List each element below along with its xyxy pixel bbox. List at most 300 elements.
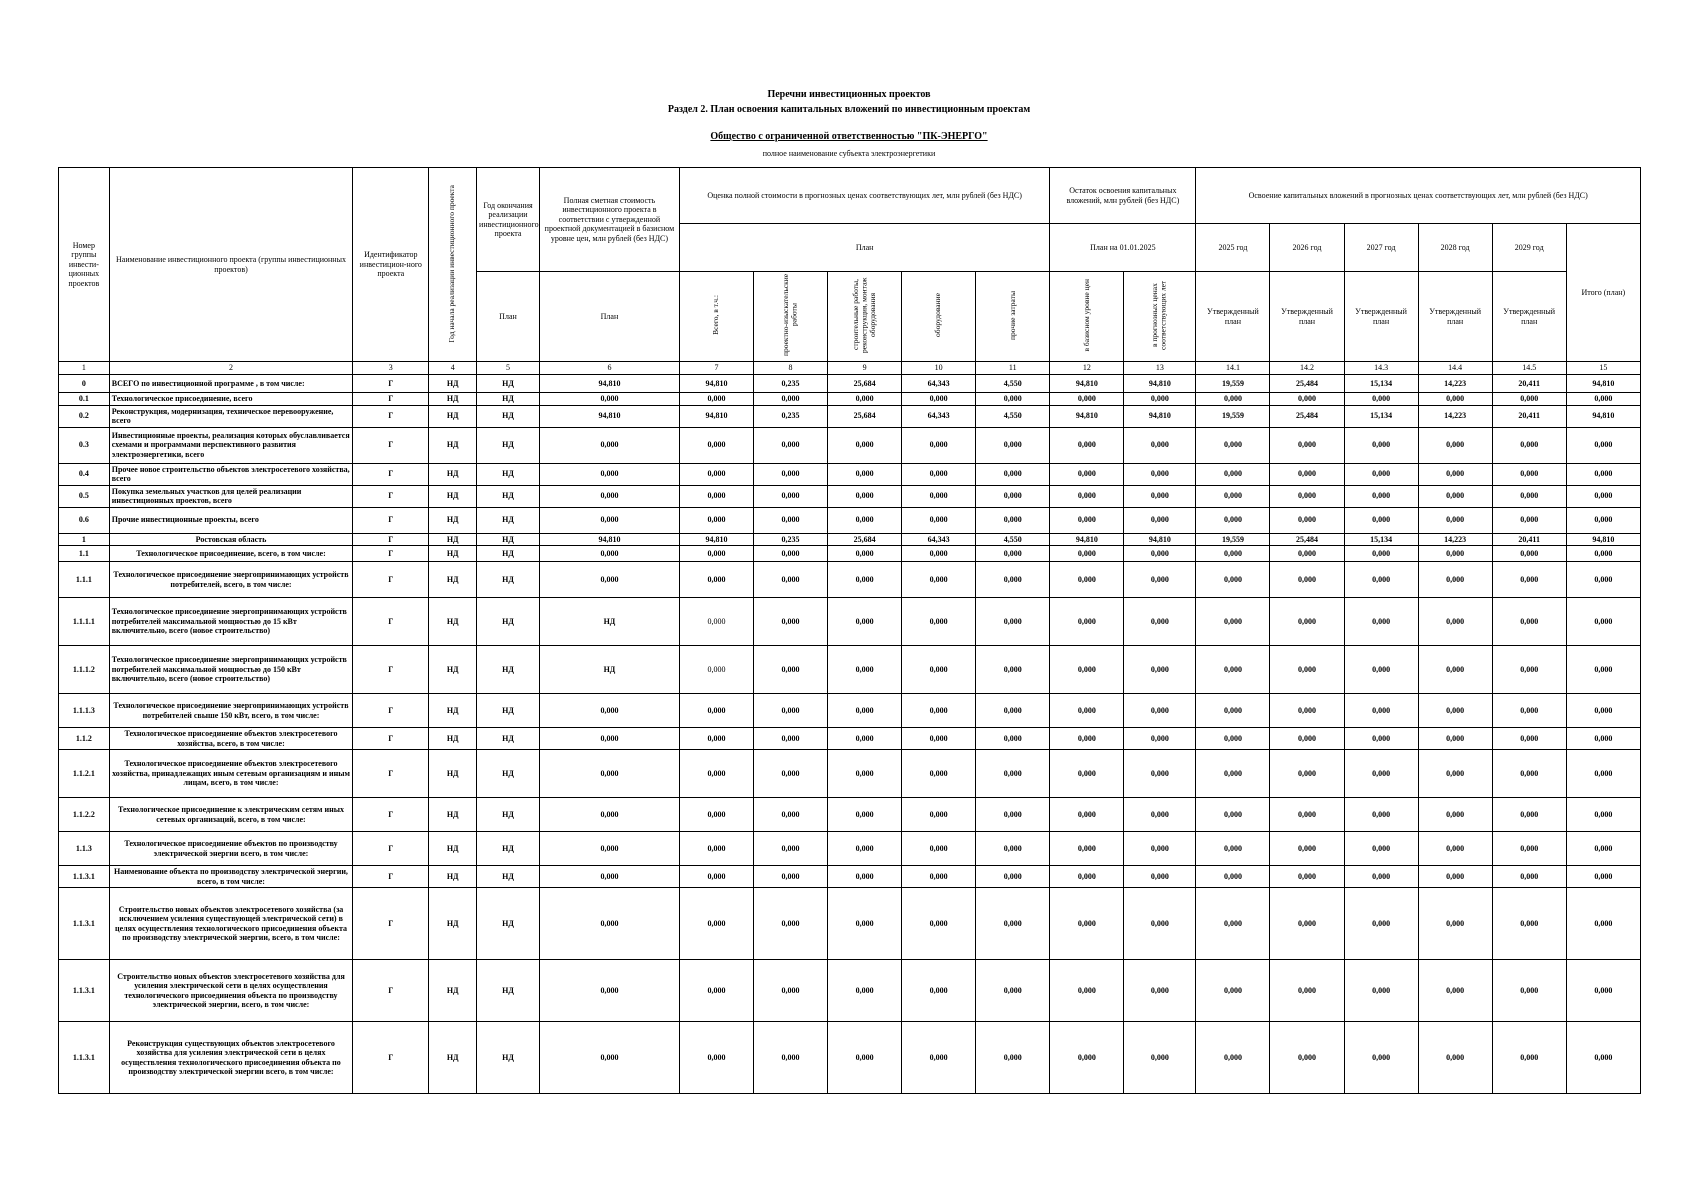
- end-year: НД: [477, 646, 540, 694]
- value-cell: 0,000: [1418, 728, 1492, 750]
- table-row: [59, 546, 1641, 562]
- end-year: НД: [477, 463, 540, 485]
- project-identifier: Г: [353, 750, 429, 798]
- end-year: НД: [477, 393, 540, 406]
- project-name: ВСЕГО по инвестиционной программе , в том числе:: [109, 375, 353, 393]
- table-row: [59, 507, 1641, 533]
- project-name: Технологическое присоединение к электрическим сетям иных сетевых организаций, всего, в том числе:: [109, 798, 353, 832]
- value-cell: 0,000: [976, 866, 1050, 888]
- value-cell: 0,000: [1270, 507, 1344, 533]
- column-number: 12: [1050, 362, 1124, 375]
- row-number: 1.1.3.1: [59, 960, 110, 1022]
- value-cell: 0,000: [1492, 427, 1566, 463]
- value-cell: 0,000: [1270, 463, 1344, 485]
- value-cell: 0,000: [1270, 485, 1344, 507]
- value-cell: 0,000: [539, 728, 679, 750]
- value-cell: 0,000: [1050, 960, 1124, 1022]
- value-cell: 14,223: [1418, 375, 1492, 393]
- value-cell: 0,000: [1566, 393, 1640, 406]
- value-cell: 0,000: [828, 463, 902, 485]
- row-number: 0.5: [59, 485, 110, 507]
- value-cell: 0,000: [1418, 960, 1492, 1022]
- value-cell: 0,000: [754, 507, 828, 533]
- value-cell: 94,810: [1050, 375, 1124, 393]
- value-cell: 0,000: [754, 798, 828, 832]
- value-cell: 0,000: [976, 598, 1050, 646]
- column-number: 5: [477, 362, 540, 375]
- table-row: [59, 960, 1641, 1022]
- value-cell: 0,000: [679, 646, 753, 694]
- value-cell: 94,810: [1566, 375, 1640, 393]
- value-cell: 94,810: [539, 405, 679, 427]
- end-year: НД: [477, 533, 540, 546]
- value-cell: 0,000: [1124, 562, 1196, 598]
- value-cell: 94,810: [1124, 375, 1196, 393]
- value-cell: 0,000: [679, 866, 753, 888]
- value-cell: 0,000: [902, 463, 976, 485]
- value-cell: 0,000: [1124, 960, 1196, 1022]
- value-cell: 0,000: [1566, 694, 1640, 728]
- value-cell: 0,000: [754, 866, 828, 888]
- value-cell: 0,000: [1492, 866, 1566, 888]
- value-cell: 0,000: [754, 832, 828, 866]
- value-cell: 0,000: [1344, 888, 1418, 960]
- company-name: Общество с ограниченной ответственностью "ПК-ЭНЕРГО": [710, 131, 988, 142]
- value-cell: 0,000: [828, 798, 902, 832]
- end-year: НД: [477, 546, 540, 562]
- value-cell: 0,000: [1270, 798, 1344, 832]
- project-identifier: Г: [353, 463, 429, 485]
- value-cell: 0,000: [1492, 750, 1566, 798]
- value-cell: 0,000: [1050, 1022, 1124, 1094]
- column-numbers-row: [59, 362, 1641, 375]
- value-cell: 0,000: [828, 694, 902, 728]
- value-cell: 0,000: [1566, 507, 1640, 533]
- project-name: Технологическое присоединение объектов электросетевого хозяйства, принадлежащих иным сетевым организациям и иным лицам, всего, в том числе:: [109, 750, 353, 798]
- value-cell: 0,000: [539, 866, 679, 888]
- end-year: НД: [477, 694, 540, 728]
- start-year: НД: [429, 832, 477, 866]
- value-cell: 0,000: [828, 393, 902, 406]
- row-number: 0: [59, 375, 110, 393]
- row-number: 1.1.1.1: [59, 598, 110, 646]
- value-cell: 94,810: [679, 533, 753, 546]
- end-year: НД: [477, 1022, 540, 1094]
- value-cell: 0,000: [1566, 728, 1640, 750]
- value-cell: 0,000: [1492, 798, 1566, 832]
- table-row: [59, 598, 1641, 646]
- value-cell: 0,000: [1492, 546, 1566, 562]
- header-other-costs: прочие затраты: [976, 272, 1050, 362]
- value-cell: 0,000: [539, 427, 679, 463]
- value-cell: 0,000: [1344, 463, 1418, 485]
- value-cell: 0,000: [754, 598, 828, 646]
- column-number: 10: [902, 362, 976, 375]
- value-cell: 0,000: [976, 960, 1050, 1022]
- value-cell: 0,000: [1270, 750, 1344, 798]
- value-cell: 0,000: [902, 427, 976, 463]
- value-cell: 0,000: [1196, 485, 1270, 507]
- project-identifier: Г: [353, 694, 429, 728]
- value-cell: 0,000: [828, 750, 902, 798]
- header-full-cost-estimate: Оценка полной стоимости в прогнозных ценах соответствующих лет, млн рублей (без НДС): [679, 168, 1049, 224]
- value-cell: 0,000: [1566, 832, 1640, 866]
- value-cell: 0,000: [1196, 463, 1270, 485]
- end-year: НД: [477, 832, 540, 866]
- value-cell: 0,000: [1270, 888, 1344, 960]
- table-row: [59, 646, 1641, 694]
- value-cell: 0,000: [1492, 888, 1566, 960]
- table-row: [59, 427, 1641, 463]
- project-name: Ростовская область: [109, 533, 353, 546]
- value-cell: 0,000: [1050, 427, 1124, 463]
- table-row: [59, 694, 1641, 728]
- project-name: Наименование объекта по производству электрической энергии, всего, в том числе:: [109, 866, 353, 888]
- value-cell: 4,550: [976, 405, 1050, 427]
- value-cell: 0,000: [1566, 485, 1640, 507]
- company-caption: полное наименование субъекта электроэнергетики: [762, 149, 936, 158]
- project-identifier: Г: [353, 728, 429, 750]
- project-identifier: Г: [353, 960, 429, 1022]
- header-full-cost-plan: План: [539, 272, 679, 362]
- value-cell: 15,134: [1344, 533, 1418, 546]
- value-cell: 0,000: [1124, 728, 1196, 750]
- column-number: 14.1: [1196, 362, 1270, 375]
- table-row: [59, 463, 1641, 485]
- value-cell: 0,000: [1344, 427, 1418, 463]
- value-cell: 0,000: [1492, 393, 1566, 406]
- value-cell: 94,810: [1050, 533, 1124, 546]
- value-cell: 0,000: [1196, 832, 1270, 866]
- value-cell: 0,000: [1492, 598, 1566, 646]
- value-cell: 0,000: [539, 750, 679, 798]
- value-cell: 0,000: [1344, 393, 1418, 406]
- value-cell: 0,235: [754, 405, 828, 427]
- start-year: НД: [429, 375, 477, 393]
- value-cell: 0,000: [828, 427, 902, 463]
- table-row: [59, 832, 1641, 866]
- value-cell: 0,000: [1492, 728, 1566, 750]
- value-cell: 0,000: [754, 960, 828, 1022]
- value-cell: 0,000: [1196, 750, 1270, 798]
- value-cell: 25,684: [828, 375, 902, 393]
- project-name: Покупка земельных участков для целей реализации инвестиционных проектов, всего: [109, 485, 353, 507]
- column-number: 14.4: [1418, 362, 1492, 375]
- value-cell: 0,000: [828, 728, 902, 750]
- table-row: [59, 750, 1641, 798]
- value-cell: 0,000: [1050, 507, 1124, 533]
- column-number: 8: [754, 362, 828, 375]
- start-year: НД: [429, 463, 477, 485]
- value-cell: 0,000: [1492, 960, 1566, 1022]
- header-basic-prices: в базисном уровне цен: [1050, 272, 1124, 362]
- row-number: 1.1.3.1: [59, 866, 110, 888]
- value-cell: 0,000: [1566, 598, 1640, 646]
- project-name: Технологическое присоединение, всего, в том числе:: [109, 546, 353, 562]
- value-cell: 94,810: [1050, 405, 1124, 427]
- project-identifier: Г: [353, 507, 429, 533]
- value-cell: 0,000: [1050, 562, 1124, 598]
- value-cell: 0,000: [539, 507, 679, 533]
- value-cell: 0,000: [1418, 1022, 1492, 1094]
- value-cell: 0,000: [1344, 960, 1418, 1022]
- value-cell: 0,000: [1492, 463, 1566, 485]
- value-cell: 0,000: [1492, 646, 1566, 694]
- value-cell: 0,000: [679, 798, 753, 832]
- value-cell: 0,000: [1344, 750, 1418, 798]
- header-design-work: проектно-изыскательские работы: [754, 272, 828, 362]
- value-cell: 0,000: [754, 485, 828, 507]
- value-cell: 0,000: [539, 562, 679, 598]
- value-cell: 0,000: [679, 888, 753, 960]
- value-cell: НД: [539, 598, 679, 646]
- start-year: НД: [429, 798, 477, 832]
- value-cell: 14,223: [1418, 405, 1492, 427]
- header-identifier: Идентификатор инвестицион-ного проекта: [353, 168, 429, 362]
- value-cell: 0,000: [976, 646, 1050, 694]
- project-identifier: Г: [353, 832, 429, 866]
- header-construction: строительные работы, реконструкция, монтаж оборудования: [828, 272, 902, 362]
- project-identifier: Г: [353, 562, 429, 598]
- header-project-name: Наименование инвестиционного проекта (группы инвестиционных проектов): [109, 168, 353, 362]
- table-row: [59, 405, 1641, 427]
- project-identifier: Г: [353, 427, 429, 463]
- value-cell: 0,000: [976, 463, 1050, 485]
- value-cell: 0,000: [1196, 866, 1270, 888]
- column-number: 7: [679, 362, 753, 375]
- value-cell: 0,000: [1124, 798, 1196, 832]
- value-cell: 0,000: [828, 507, 902, 533]
- value-cell: 0,000: [1418, 463, 1492, 485]
- column-number: 11: [976, 362, 1050, 375]
- start-year: НД: [429, 485, 477, 507]
- value-cell: 0,000: [1270, 866, 1344, 888]
- header-plan-at-date: План на 01.01.2025: [1050, 224, 1196, 272]
- value-cell: 64,343: [902, 375, 976, 393]
- table-row: [59, 562, 1641, 598]
- value-cell: 0,000: [1566, 427, 1640, 463]
- value-cell: 0,000: [1050, 750, 1124, 798]
- table-row: [59, 393, 1641, 406]
- value-cell: 25,484: [1270, 375, 1344, 393]
- value-cell: 0,000: [1344, 485, 1418, 507]
- column-number: 14.2: [1270, 362, 1344, 375]
- start-year: НД: [429, 866, 477, 888]
- value-cell: 0,000: [679, 598, 753, 646]
- value-cell: 0,000: [1270, 646, 1344, 694]
- value-cell: 0,000: [976, 562, 1050, 598]
- project-name: Инвестиционные проекты, реализация которых обуславливается схемами и программами перспективного развития электроэнергетики, всего: [109, 427, 353, 463]
- project-name: Реконструкция существующих объектов электросетевого хозяйства для усиления электрической сети в целях осуществления технологического присоединения объекта по производству электрической энергии всего, в том числе:: [109, 1022, 353, 1094]
- column-number: 9: [828, 362, 902, 375]
- value-cell: 94,810: [1566, 533, 1640, 546]
- table-row: [59, 533, 1641, 546]
- value-cell: 0,000: [1344, 646, 1418, 694]
- row-number: 0.4: [59, 463, 110, 485]
- project-name: Технологическое присоединение энергопринимающих устройств потребителей свыше 150 кВт, всего, в том числе:: [109, 694, 353, 728]
- value-cell: 0,000: [1344, 1022, 1418, 1094]
- value-cell: 0,000: [976, 750, 1050, 798]
- value-cell: 0,235: [754, 375, 828, 393]
- value-cell: 0,000: [1196, 728, 1270, 750]
- value-cell: 0,000: [754, 393, 828, 406]
- header-equipment: оборудование: [902, 272, 976, 362]
- value-cell: 0,000: [679, 507, 753, 533]
- value-cell: 0,000: [539, 463, 679, 485]
- project-name: Технологическое присоединение энергопринимающих устройств потребителей максимальной мощностью до 150 кВт включительно, всего (новое строительство): [109, 646, 353, 694]
- value-cell: 0,000: [976, 694, 1050, 728]
- value-cell: 0,000: [1196, 1022, 1270, 1094]
- value-cell: 0,000: [1566, 866, 1640, 888]
- value-cell: 0,000: [1566, 562, 1640, 598]
- end-year: НД: [477, 485, 540, 507]
- value-cell: 0,000: [1124, 832, 1196, 866]
- value-cell: 0,000: [1124, 888, 1196, 960]
- row-number: 0.2: [59, 405, 110, 427]
- end-year: НД: [477, 427, 540, 463]
- value-cell: 0,000: [754, 728, 828, 750]
- value-cell: 0,000: [754, 562, 828, 598]
- value-cell: 0,000: [1418, 750, 1492, 798]
- value-cell: 0,000: [1196, 694, 1270, 728]
- value-cell: 0,000: [1124, 393, 1196, 406]
- value-cell: 0,000: [1196, 888, 1270, 960]
- value-cell: 0,000: [679, 546, 753, 562]
- value-cell: 0,000: [1050, 798, 1124, 832]
- value-cell: 0,000: [902, 1022, 976, 1094]
- value-cell: 0,000: [902, 546, 976, 562]
- value-cell: 0,000: [1196, 507, 1270, 533]
- end-year: НД: [477, 866, 540, 888]
- row-number: 0.6: [59, 507, 110, 533]
- value-cell: 25,484: [1270, 405, 1344, 427]
- value-cell: 0,000: [1344, 694, 1418, 728]
- table-row: [59, 866, 1641, 888]
- value-cell: 19,559: [1196, 533, 1270, 546]
- value-cell: 0,000: [1270, 393, 1344, 406]
- value-cell: 0,000: [539, 393, 679, 406]
- value-cell: 0,000: [1124, 694, 1196, 728]
- start-year: НД: [429, 546, 477, 562]
- project-name: Прочее новое строительство объектов электросетевого хозяйства, всего: [109, 463, 353, 485]
- value-cell: 0,000: [1124, 507, 1196, 533]
- row-number: 1.1.3.1: [59, 1022, 110, 1094]
- value-cell: 0,000: [539, 888, 679, 960]
- table-row: [59, 1022, 1641, 1094]
- value-cell: 0,000: [902, 866, 976, 888]
- header-total-plan: Итого (план): [1566, 224, 1640, 362]
- value-cell: 0,000: [1124, 646, 1196, 694]
- end-year: НД: [477, 888, 540, 960]
- value-cell: 0,000: [1566, 798, 1640, 832]
- value-cell: 15,134: [1344, 375, 1418, 393]
- value-cell: 0,000: [976, 888, 1050, 960]
- value-cell: 0,000: [1492, 694, 1566, 728]
- value-cell: 0,000: [1196, 798, 1270, 832]
- value-cell: 0,000: [1418, 866, 1492, 888]
- value-cell: 0,000: [1124, 546, 1196, 562]
- value-cell: 0,000: [754, 888, 828, 960]
- value-cell: 0,000: [1196, 598, 1270, 646]
- value-cell: 0,000: [1566, 750, 1640, 798]
- header-remaining: Остаток освоения капитальных вложений, млн рублей (без НДС): [1050, 168, 1196, 224]
- value-cell: 0,000: [1418, 598, 1492, 646]
- value-cell: 0,000: [828, 960, 902, 1022]
- value-cell: 0,000: [902, 393, 976, 406]
- value-cell: 0,000: [1344, 728, 1418, 750]
- start-year: НД: [429, 888, 477, 960]
- project-identifier: Г: [353, 375, 429, 393]
- value-cell: 0,000: [1050, 598, 1124, 646]
- header-full-cost: Полная сметная стоимость инвестиционного проекта в соответствии с утвержденной проектной документацией в базисном уровне цен, млн рублей (без НДС): [539, 168, 679, 272]
- header-total-incl: Всего, в т.ч.:: [679, 272, 753, 362]
- start-year: НД: [429, 533, 477, 546]
- column-number: 4: [429, 362, 477, 375]
- value-cell: 0,000: [679, 485, 753, 507]
- column-number: 13: [1124, 362, 1196, 375]
- project-name: Технологическое присоединение объектов электросетевого хозяйства, всего, в том числе:: [109, 728, 353, 750]
- header-approved-2025: Утвержденный план: [1196, 272, 1270, 362]
- value-cell: 0,000: [1124, 1022, 1196, 1094]
- value-cell: 0,000: [902, 507, 976, 533]
- row-number: 0.1: [59, 393, 110, 406]
- project-identifier: Г: [353, 405, 429, 427]
- project-identifier: Г: [353, 393, 429, 406]
- value-cell: 0,000: [976, 798, 1050, 832]
- value-cell: 0,000: [679, 694, 753, 728]
- value-cell: 0,000: [1492, 485, 1566, 507]
- value-cell: 0,000: [1418, 562, 1492, 598]
- header-plan: План: [679, 224, 1049, 272]
- header-group-no: Номер группы инвести-ционных проектов: [59, 168, 110, 362]
- value-cell: 0,000: [902, 888, 976, 960]
- value-cell: 0,000: [754, 694, 828, 728]
- project-name: Технологическое присоединение энергопринимающих устройств потребителей максимальной мощностью до 15 кВт включительно, всего (новое строительство): [109, 598, 353, 646]
- value-cell: 0,000: [1270, 960, 1344, 1022]
- value-cell: 0,000: [1270, 562, 1344, 598]
- value-cell: 0,000: [1124, 750, 1196, 798]
- value-cell: 0,000: [1196, 960, 1270, 1022]
- row-number: 1.1.3.1: [59, 888, 110, 960]
- project-name: Технологическое присоединение энергопринимающих устройств потребителей, всего, в том числе:: [109, 562, 353, 598]
- value-cell: 19,559: [1196, 375, 1270, 393]
- value-cell: 0,000: [1196, 562, 1270, 598]
- value-cell: 0,000: [539, 960, 679, 1022]
- value-cell: 0,000: [828, 1022, 902, 1094]
- project-identifier: Г: [353, 485, 429, 507]
- value-cell: 0,000: [1050, 485, 1124, 507]
- value-cell: 0,000: [1418, 888, 1492, 960]
- row-number: 1.1.2.1: [59, 750, 110, 798]
- header-year-2025: 2025 год: [1196, 224, 1270, 272]
- value-cell: 0,000: [679, 393, 753, 406]
- end-year: НД: [477, 750, 540, 798]
- table-row: [59, 375, 1641, 393]
- value-cell: 0,000: [1196, 546, 1270, 562]
- value-cell: 0,000: [679, 832, 753, 866]
- value-cell: 0,000: [1270, 427, 1344, 463]
- value-cell: 0,000: [1270, 1022, 1344, 1094]
- value-cell: 0,000: [1270, 694, 1344, 728]
- header-year-2027: 2027 год: [1344, 224, 1418, 272]
- value-cell: 94,810: [679, 375, 753, 393]
- column-number: 14.5: [1492, 362, 1566, 375]
- project-identifier: Г: [353, 646, 429, 694]
- value-cell: 0,000: [1418, 393, 1492, 406]
- value-cell: 20,411: [1492, 375, 1566, 393]
- value-cell: 0,000: [1566, 546, 1640, 562]
- value-cell: 0,000: [679, 562, 753, 598]
